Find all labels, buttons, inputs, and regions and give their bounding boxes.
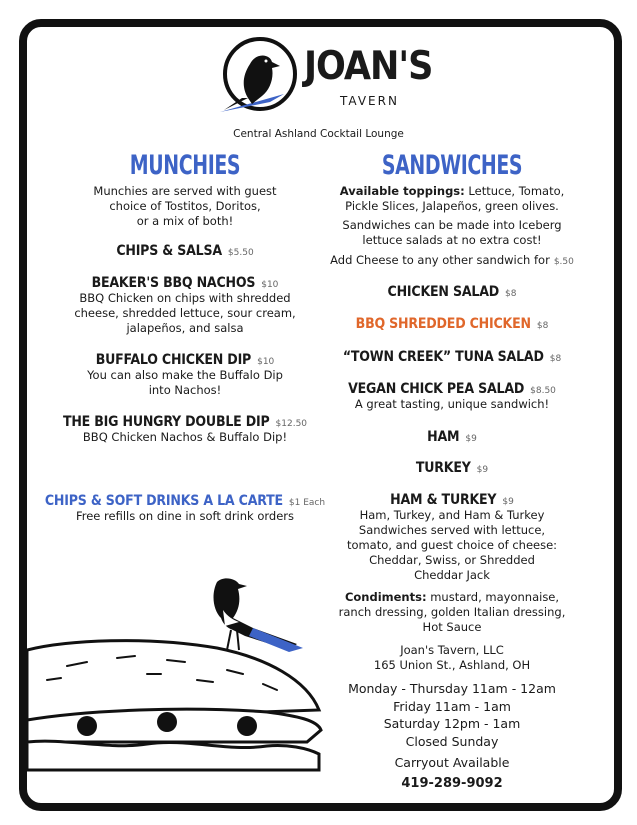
menu-item bbox=[318, 489, 586, 583]
cheese-price: $.50 bbox=[553, 257, 574, 267]
item-price: $8.50 bbox=[530, 386, 556, 396]
drinks-item bbox=[40, 490, 330, 524]
item-name: BEAKER'S BBQ NACHOS bbox=[91, 275, 256, 291]
hours-line: Saturday 12pm - 1am bbox=[383, 716, 521, 731]
hours-line: Monday - Thursday 11am - 12am bbox=[348, 681, 556, 696]
item-name: CHIPS & SALSA bbox=[116, 243, 222, 259]
item-name: CHICKEN SALAD bbox=[387, 284, 499, 300]
item-price: $5.50 bbox=[227, 248, 254, 258]
brand-subtitle: TAVERN bbox=[340, 94, 399, 108]
phone-number: 419-289-9092 bbox=[401, 776, 503, 791]
item-name: BBQ SHREDDED CHICKEN bbox=[355, 316, 531, 332]
menu-item bbox=[60, 349, 310, 398]
salad-line: lettuce salads at no extra cost! bbox=[362, 233, 542, 247]
item-price: $9 bbox=[476, 465, 489, 475]
item-price: $10 bbox=[261, 280, 279, 290]
desc-line: You can also make the Buffalo Dip bbox=[87, 368, 283, 382]
item-name: CHIPS & SOFT DRINKS A LA CARTE bbox=[44, 493, 283, 509]
desc-line: Ham, Turkey, and Ham & Turkey bbox=[359, 508, 545, 522]
item-description bbox=[318, 508, 586, 583]
brand-name: JOAN'S bbox=[304, 44, 433, 89]
sandwich-illustration bbox=[27, 570, 327, 790]
menu-item bbox=[318, 313, 586, 332]
intro-line: choice of Tostitos, Doritos, bbox=[109, 199, 261, 213]
toppings-label: Available toppings: bbox=[339, 184, 465, 198]
condiments-line: mustard, mayonnaise, bbox=[430, 590, 560, 604]
desc-line: BBQ Chicken on chips with shredded bbox=[79, 291, 291, 305]
company-address: 165 Union St., Ashland, OH bbox=[373, 658, 531, 672]
toppings-line: Lettuce, Tomato, bbox=[468, 184, 565, 198]
hours bbox=[318, 680, 586, 750]
carryout: Carryout Available bbox=[394, 755, 510, 770]
condiments-note bbox=[318, 590, 586, 635]
item-name: VEGAN CHICK PEA SALAD bbox=[348, 381, 525, 397]
menu-item bbox=[60, 272, 310, 336]
item-price: $10 bbox=[257, 357, 275, 367]
menu-item bbox=[318, 426, 586, 445]
item-price: $8 bbox=[505, 289, 517, 299]
munchies-intro bbox=[60, 184, 310, 229]
munchies-section bbox=[60, 152, 310, 179]
company-info bbox=[318, 643, 586, 673]
item-price: $8 bbox=[536, 321, 549, 331]
cheese-text: Add Cheese to any other sandwich for bbox=[330, 253, 550, 267]
toppings-line: Pickle Slices, Jalapeños, green olives. bbox=[345, 199, 559, 213]
item-name: “TOWN CREEK” TUNA SALAD bbox=[342, 349, 544, 365]
sandwiches-section bbox=[318, 152, 586, 179]
intro-line: Munchies are served with guest bbox=[93, 184, 277, 198]
item-description bbox=[60, 291, 310, 336]
menu-item bbox=[318, 346, 586, 365]
desc-line: cheese, shredded lettuce, sour cream, bbox=[74, 306, 296, 320]
item-description: Free refills on dine in soft drink orders bbox=[75, 509, 295, 523]
toppings-note bbox=[318, 184, 586, 214]
desc-line: jalapeños, and salsa bbox=[126, 321, 244, 335]
company-name: Joan's Tavern, LLC bbox=[400, 643, 504, 657]
intro-line: or a mix of both! bbox=[136, 214, 234, 228]
item-name: HAM & TURKEY bbox=[390, 492, 497, 508]
menu-item bbox=[318, 281, 586, 300]
item-description bbox=[60, 430, 310, 445]
condiments-line: ranch dressing, golden Italian dressing, bbox=[338, 605, 566, 619]
menu-item bbox=[60, 240, 310, 259]
desc-line: into Nachos! bbox=[148, 383, 222, 397]
item-name: THE BIG HUNGRY DOUBLE DIP bbox=[62, 414, 270, 430]
desc-line: BBQ Chicken Nachos & Buffalo Dip! bbox=[82, 430, 288, 444]
desc-line: Cheddar, Swiss, or Shredded bbox=[369, 553, 535, 567]
salad-note bbox=[318, 218, 586, 248]
sandwiches-heading: SANDWICHES bbox=[381, 150, 523, 181]
hours-line: Closed Sunday bbox=[405, 733, 499, 749]
desc-line: tomato, and guest choice of cheese: bbox=[346, 538, 558, 552]
item-name: TURKEY bbox=[415, 460, 471, 476]
condiments-label: Condiments: bbox=[344, 590, 427, 604]
item-description: A great tasting, unique sandwich! bbox=[354, 397, 550, 411]
hours-line: Friday 11am - 1am bbox=[393, 698, 511, 714]
salad-line: Sandwiches can be made into Iceberg bbox=[342, 218, 562, 232]
item-price: $12.50 bbox=[275, 419, 308, 429]
tagline: Central Ashland Cocktail Lounge bbox=[233, 128, 404, 140]
cheese-note bbox=[318, 253, 586, 270]
munchies-heading: MUNCHIES bbox=[129, 150, 241, 181]
magpie-illustration bbox=[214, 578, 303, 652]
item-price: $8 bbox=[549, 354, 562, 364]
item-name: HAM bbox=[427, 429, 460, 445]
menu-item bbox=[60, 411, 310, 445]
menu-item bbox=[318, 378, 586, 412]
item-description bbox=[60, 368, 310, 398]
menu-item bbox=[318, 457, 586, 476]
desc-line: Sandwiches served with lettuce, bbox=[358, 523, 546, 537]
item-name: BUFFALO CHICKEN DIP bbox=[95, 352, 252, 368]
item-price: $9 bbox=[465, 434, 477, 444]
item-price: $1 Each bbox=[288, 498, 326, 508]
desc-line: Cheddar Jack bbox=[414, 568, 490, 582]
condiments-line: Hot Sauce bbox=[422, 620, 482, 634]
item-price: $9 bbox=[502, 497, 514, 507]
